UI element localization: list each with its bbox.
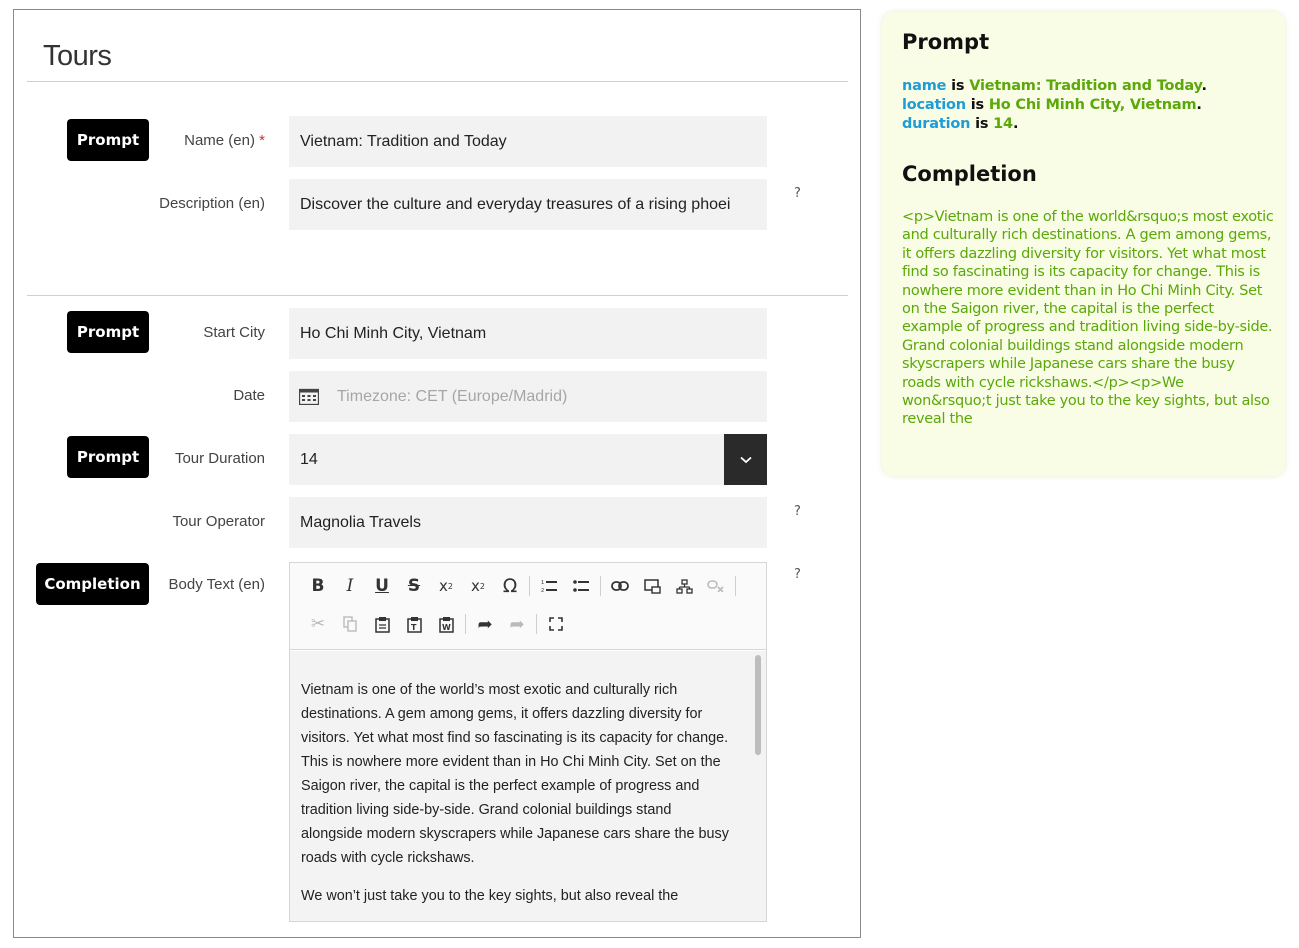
paste-text-icon[interactable] bbox=[398, 611, 430, 637]
svg-text:2: 2 bbox=[541, 588, 545, 593]
prompt-text bbox=[902, 77, 1272, 134]
tour-duration-label: Tour Duration bbox=[174, 450, 265, 467]
toolbar-separator bbox=[735, 576, 736, 596]
toolbar-row bbox=[302, 573, 739, 599]
ordered-list-icon[interactable] bbox=[533, 573, 565, 599]
fullscreen-icon[interactable] bbox=[540, 611, 572, 637]
editor-paragraph: Vietnam is one of the world’s most exotic and culturally rich destinations. A gem among gems, it offers dazzling diversity for visitors. Yet what most find so fascinating is its capacity for change. This is nowhere more evident than in Ho Chi Minh City. Set on the Saigon river, the capital is the perfect example of progress and tradition living side-by-side. Grand colonial buildings stand alongside modern skyscrapers while Japanese cars share the busy roads with cycle rickshaws. bbox=[301, 682, 729, 866]
completion-text: <p>Vietnam is one of the world&rsquo;s most exotic and culturally rich destinations. A gem among gems, it offers dazzling diversity for visitors. Yet what most find so fascinating is its capacity for change. This is nowhere more evident than in Ho Chi Minh City. Set on the Saigon river, the capital is the perfect example of progress and tradition living side-by-side. Grand colonial buildings stand alongside modern skyscrapers while Japanese cars share the busy roads with cycle rickshaws.</p><p>We won&rsquo;t just take you to the key sights, but also reveal the bbox=[902, 209, 1274, 428]
svg-text:W: W bbox=[441, 622, 451, 632]
prompt-value: Ho Chi Minh City, Vietnam bbox=[988, 97, 1197, 113]
prompt-key: duration bbox=[902, 116, 971, 132]
paste-icon[interactable] bbox=[366, 611, 398, 637]
prompt-button-start-city[interactable]: Prompt bbox=[67, 311, 149, 353]
prompt-button-name[interactable]: Prompt bbox=[67, 119, 149, 161]
editor-content[interactable] bbox=[290, 651, 766, 921]
tour-operator-input[interactable]: Magnolia Travels bbox=[289, 497, 767, 548]
prompt-value: 14 bbox=[993, 116, 1013, 132]
prompt-is: is bbox=[970, 97, 984, 113]
redo-icon[interactable]: ➦ bbox=[509, 613, 525, 635]
italic-icon[interactable]: I bbox=[346, 576, 354, 596]
strikethrough-icon[interactable]: S bbox=[407, 576, 421, 596]
page-title: Tours bbox=[43, 40, 112, 72]
svg-text:T: T bbox=[410, 622, 416, 632]
bold-icon[interactable]: B bbox=[311, 576, 325, 596]
editor-scrollbar[interactable] bbox=[755, 655, 761, 755]
date-label: Date bbox=[233, 387, 265, 404]
body-text-help-icon[interactable]: ? bbox=[794, 567, 801, 582]
cut-icon[interactable]: ✂ bbox=[310, 614, 326, 634]
name-input[interactable]: Vietnam: Tradition and Today bbox=[289, 116, 767, 167]
prompt-dot: . bbox=[1196, 97, 1202, 113]
calendar-icon[interactable] bbox=[299, 388, 319, 405]
prompt-value: Vietnam: Tradition and Today bbox=[969, 78, 1202, 94]
prompt-completion-panel bbox=[882, 12, 1285, 476]
chevron-down-icon bbox=[740, 456, 752, 464]
divider bbox=[27, 295, 848, 296]
svg-text:1: 1 bbox=[541, 580, 545, 586]
required-marker: * bbox=[259, 132, 265, 149]
superscript-icon[interactable]: x 2 bbox=[471, 577, 485, 595]
date-placeholder: Timezone: CET (Europe/Madrid) bbox=[337, 387, 568, 405]
special-char-icon[interactable]: Ω bbox=[502, 575, 518, 597]
description-help-icon[interactable]: ? bbox=[794, 186, 801, 201]
name-label-text: Name (en) bbox=[184, 132, 255, 149]
completion-button[interactable]: Completion bbox=[36, 563, 149, 605]
editor-paragraph: We won’t just take you to the key sights, but also reveal the bbox=[301, 888, 679, 904]
name-label bbox=[184, 132, 265, 149]
copy-icon[interactable] bbox=[334, 611, 366, 637]
start-city-input[interactable]: Ho Chi Minh City, Vietnam bbox=[289, 308, 767, 359]
sitemap-icon[interactable] bbox=[668, 573, 700, 599]
prompt-key: location bbox=[902, 97, 966, 113]
tours-form-panel bbox=[13, 9, 861, 938]
completion-heading: Completion bbox=[902, 162, 1037, 186]
prompt-key: name bbox=[902, 78, 947, 94]
rich-text-editor[interactable] bbox=[289, 562, 767, 922]
prompt-is: is bbox=[951, 78, 965, 94]
tour-duration-dropdown-button[interactable] bbox=[724, 434, 767, 485]
description-input[interactable]: Discover the culture and everyday treasures of a rising phoei bbox=[289, 179, 767, 230]
image-icon[interactable] bbox=[636, 573, 668, 599]
prompt-dot: . bbox=[1012, 116, 1019, 132]
prompt-is: is bbox=[975, 116, 989, 132]
prompt-heading: Prompt bbox=[902, 30, 990, 54]
editor-toolbar bbox=[290, 563, 766, 650]
toolbar-separator bbox=[529, 576, 530, 596]
tour-duration-value: 14 bbox=[300, 450, 318, 468]
link-icon[interactable] bbox=[604, 573, 636, 599]
divider bbox=[27, 81, 848, 82]
toolbar-separator bbox=[465, 614, 466, 634]
toolbar-row bbox=[302, 611, 572, 637]
unlink-icon[interactable] bbox=[700, 573, 732, 599]
body-text-label: Body Text (en) bbox=[168, 576, 265, 593]
date-input[interactable] bbox=[289, 371, 767, 422]
toolbar-separator bbox=[536, 614, 537, 634]
description-label: Description (en) bbox=[159, 195, 265, 212]
underline-icon[interactable]: U bbox=[375, 576, 389, 596]
subscript-icon[interactable]: x 2 bbox=[439, 577, 453, 595]
prompt-dot: . bbox=[1201, 78, 1207, 94]
prompt-button-tour-duration[interactable]: Prompt bbox=[67, 436, 149, 478]
toolbar-separator bbox=[600, 576, 601, 596]
tour-operator-label: Tour Operator bbox=[172, 513, 265, 530]
tour-operator-help-icon[interactable]: ? bbox=[794, 504, 801, 519]
start-city-label: Start City bbox=[203, 324, 265, 341]
bullet-list-icon[interactable] bbox=[565, 573, 597, 599]
paste-word-icon[interactable] bbox=[430, 611, 462, 637]
tour-duration-select[interactable] bbox=[289, 434, 767, 485]
undo-icon[interactable]: ➦ bbox=[477, 613, 493, 635]
